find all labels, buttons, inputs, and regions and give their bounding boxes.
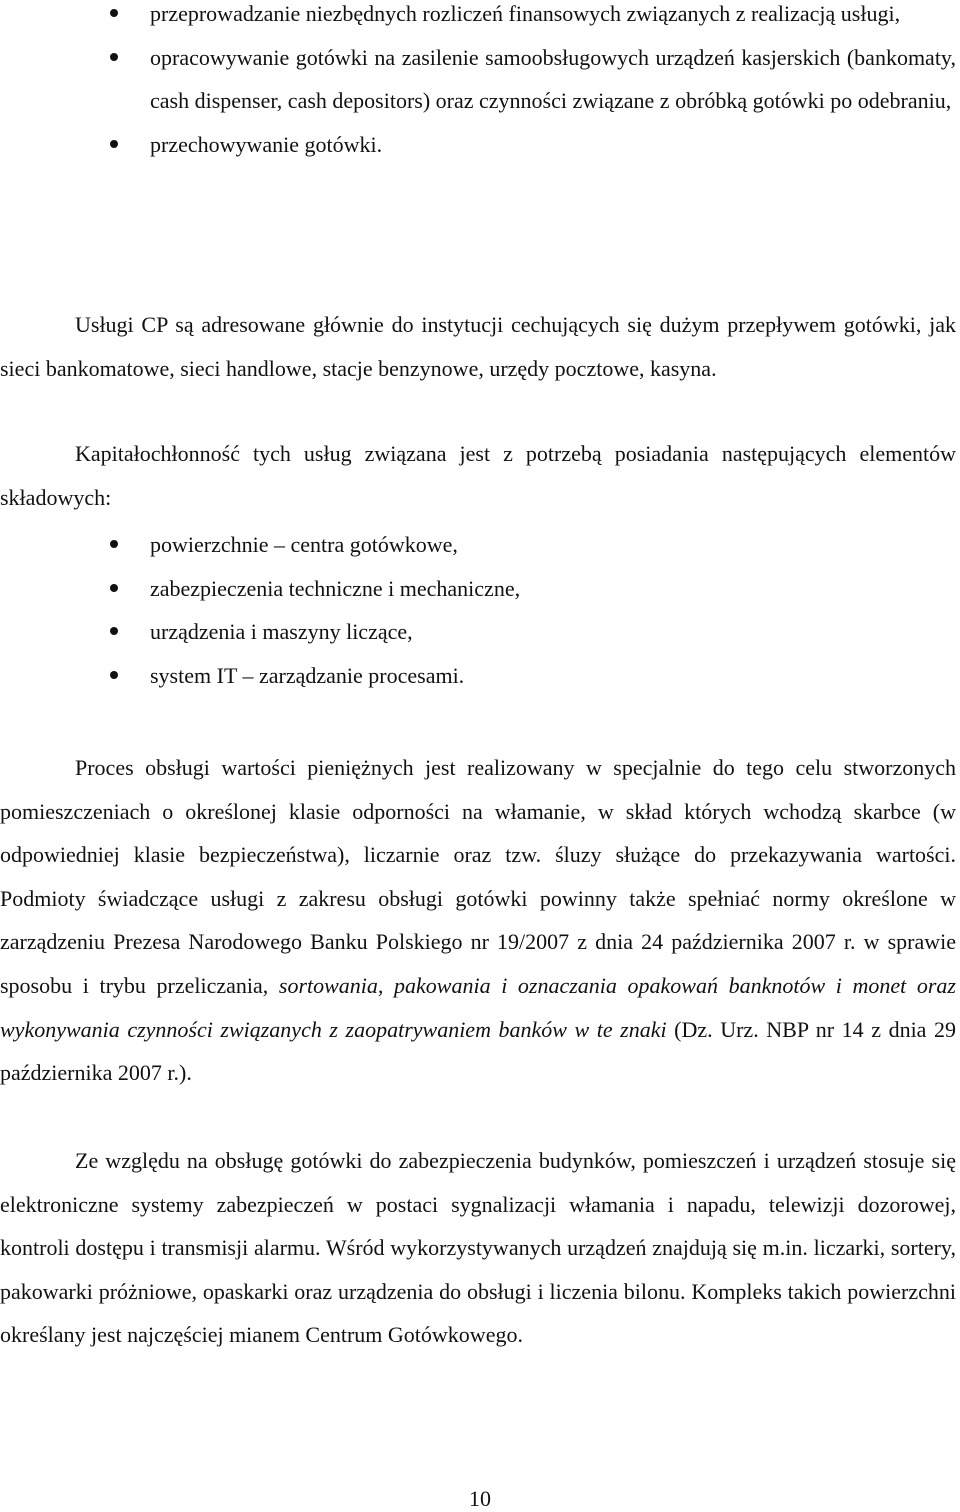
bullet-icon (110, 671, 118, 679)
regulation-title: sortowania, pakowania i oznaczania opakowań banknotów i monet oraz wykonywania czynności związanych z zaopatrywaniem banków w te znaki (0, 972, 956, 1042)
bullet-icon (110, 627, 118, 635)
paragraph-text: (Dz. Urz. NBP nr 14 z dnia 29 października 2007 r.). (0, 1016, 956, 1086)
list-item-text: system IT – zarządzanie procesami. (150, 662, 465, 688)
bullet-icon (110, 540, 118, 548)
list-item-text: zabezpieczenia techniczne i mechaniczne, (150, 575, 521, 601)
bullet-icon (110, 9, 118, 17)
bullet-icon (110, 53, 118, 61)
list-item-text: urządzenia i maszyny liczące, (150, 619, 413, 645)
paragraph-cp-services: Usługi CP są adresowane głównie do instytucji cechujących się dużym przepływem gotówki, jak sieci bankomatowe, sieci handlowe, stacje benzynowe, urzędy pocztowe, kasyna. (0, 312, 956, 381)
list-item (0, 654, 960, 698)
list-item-text: opracowywanie gotówki na zasilenie samoobsługowych urządzeń kasjerskich (bankomaty, cash dispenser, cash depositors) oraz czynności związane z obróbką gotówki po odebraniu, (150, 44, 956, 114)
list-item (0, 567, 960, 611)
services-list (0, 0, 960, 166)
list-item-text: przechowywanie gotówki. (150, 131, 383, 157)
paragraph-text: Proces obsługi wartości pieniężnych jest realizowany w specjalnie do tego celu stworzonych pomieszczeniach o określonej klasie odporności na włamanie, w skład których wchodzą skarbce (w odpowiedniej klasie bezpieczeństwa), liczarnie oraz tzw. śluzy służące do przekazywania wartości. Podmioty świadczące usługi z zakresu obsługi gotówki powinny także spełniać normy określone w zarządzeniu Prezesa Narodowego Banku Polskiego nr 19/2007 z dnia 24 października 2007 r. w sprawie sposobu i trybu przeliczania, (0, 755, 956, 998)
components-list (0, 523, 960, 697)
list-item-text: powierzchnie – centra gotówkowe, (150, 532, 458, 557)
bullet-icon (110, 140, 118, 148)
list-item (0, 0, 960, 36)
paragraph-security-systems: Ze względu na obsługę gotówki do zabezpieczenia budynków, pomieszczeń i urządzeń stosuje się elektroniczne systemy zabezpieczeń w postaci sygnalizacji włamania i napadu, telewizji dozorowej, kontroli dostępu i transmisji alarmu. Wśród wykorzystywanych urządzeń znajdują się m.in. liczarki, sortery, pakowarki próżniowe, opaskarki oraz urządzenia do obsługi i liczenia bilonu. Kompleks takich powierzchni określany jest najczęściej mianem Centrum Gotówkowego. (0, 1148, 956, 1348)
bullet-icon (110, 584, 118, 592)
list-item-text: przeprowadzanie niezbędnych rozliczeń finansowych związanych z realizacją usługi, (150, 1, 901, 26)
paragraph-cash-processing (0, 746, 960, 1095)
list-item (0, 123, 960, 167)
page-number: 10 (469, 1486, 491, 1511)
list-item (0, 610, 960, 654)
list-item (0, 36, 960, 123)
paragraph-capital-intensity: Kapitałochłonność tych usług związana jest z potrzebą posiadania następujących elementów składowych: (0, 441, 956, 510)
list-item (0, 523, 960, 567)
